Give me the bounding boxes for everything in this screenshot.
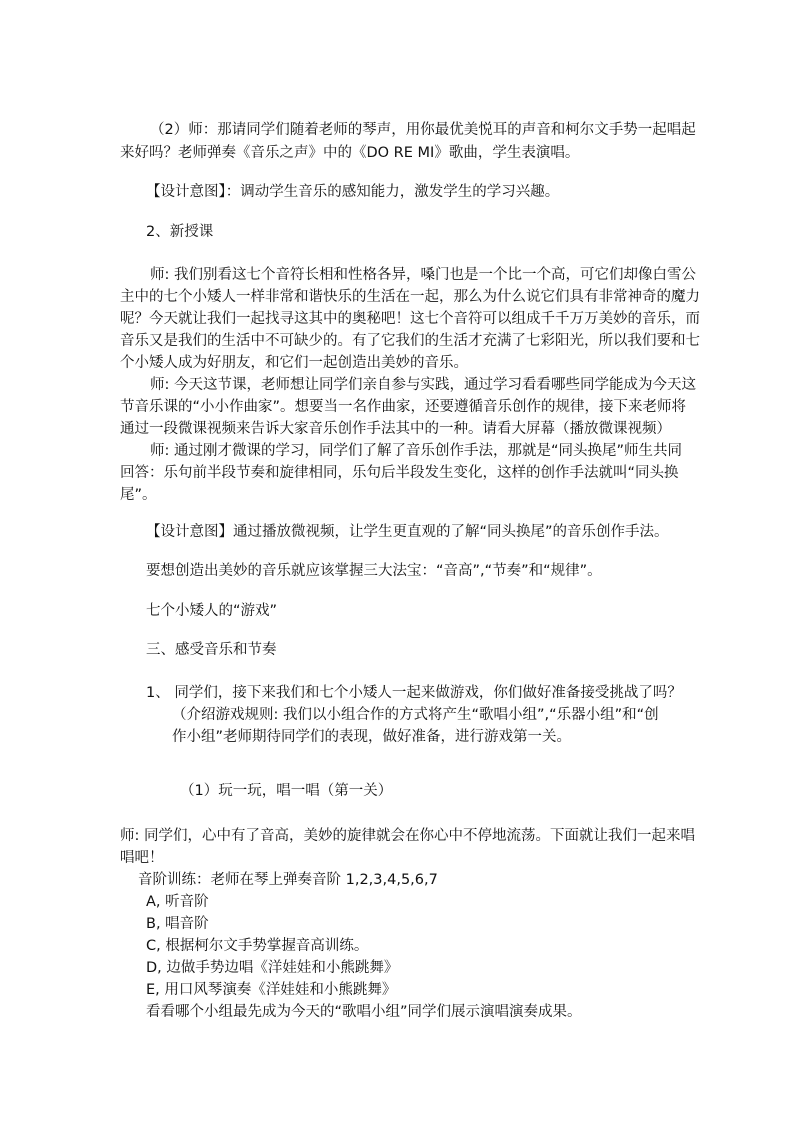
paragraph-line: 要想创造出美妙的音乐就应该掌握三大法宝：“音高”,“节奏”和“规律”。 xyxy=(146,563,602,579)
paragraph-line: （2）师：那请同学们随着老师的琴声，用你最优美悦耳的声音和柯尔文手势一起唱起 xyxy=(150,122,696,138)
sub-heading: （1）玩一玩，唱一唱（第一关） xyxy=(180,783,393,799)
paragraph-line: 来好吗？老师弹奏《音乐之声》中的《DO RE MI》歌曲，学生表演唱。 xyxy=(120,145,580,161)
paragraph-line: 呢？今天就让我们一起找寻这其中的奥秘吧！这七个音符可以组成千千万万美妙的音乐，而 xyxy=(120,311,700,327)
paragraph-line: 个小矮人成为好朋友，和它们一起创造出美妙的音乐。 xyxy=(120,355,468,371)
design-intent: 【设计意图】：调动学生音乐的感知能力，激发学生的学习兴趣。 xyxy=(146,184,560,200)
list-item-line: 作小组”老师期待同学们的表现，做好准备，进行游戏第一关。 xyxy=(172,729,572,745)
paragraph-line: 师: 我们别看这七个音符长相和性格各异，嗓门也是一个比一个高，可它们却像白雪公 xyxy=(150,267,696,283)
option-item: C, 根据柯尔文手势掌握音高训练。 xyxy=(146,938,369,954)
paragraph-line: 师: 通过刚才微课的学习，同学们了解了音乐创作手法，那就是“同头换尾”师生共同 xyxy=(150,443,683,459)
paragraph-line: 回答：乐句前半段节奏和旋律相同，乐句后半段发生变化，这样的创作手法就叫“同头换 xyxy=(120,465,679,481)
scale-training: 音阶训练：老师在琴上弹奏音阶 1,2,3,4,5,6,7 xyxy=(138,872,438,888)
paragraph-line: 主中的七个小矮人一样非常和谐快乐的生活在一起，那么为什么说它们具有非常神奇的魔力 xyxy=(120,289,700,305)
paragraph-line: 师: 今天这节课，老师想让同学们亲自参与实践，通过学习看看哪些同学能成为今天这 xyxy=(150,377,696,393)
paragraph-line: 七个小矮人的“游戏” xyxy=(146,603,278,619)
design-intent: 【设计意图】通过播放微视频，让学生更直观的了解“同头换尾”的音乐创作手法。 xyxy=(146,524,669,540)
paragraph-line: 唱吧！ xyxy=(120,850,164,866)
list-item-line: 1、 同学们，接下来我们和七个小矮人一起来做游戏，你们做好准备接受挑战了吗？ xyxy=(146,685,682,701)
paragraph-line: 尾”。 xyxy=(120,487,157,503)
section-heading: 2、新授课 xyxy=(146,224,214,240)
option-item: A, 听音阶 xyxy=(146,894,209,910)
paragraph-line: 通过一段微课视频来告诉大家音乐创作手法其中的一种。请看大屏幕（播放微课视频） xyxy=(120,421,671,437)
paragraph-line: 音乐又是我们的生活中不可缺少的。有了它我们的生活才充满了七彩阳光，所以我们要和七 xyxy=(120,333,700,349)
list-item-line: （介绍游戏规则: 我们以小组合作的方式将产生“歌唱小组”,“乐器小组”和“创 xyxy=(172,707,659,723)
option-item: D, 边做手势边唱《洋娃娃和小熊跳舞》 xyxy=(146,960,399,976)
paragraph-line: 节音乐课的“小小作曲家”。想要当一名作曲家，还要遵循音乐创作的规律，接下来老师将 xyxy=(120,399,687,415)
paragraph-line: 看看哪个小组最先成为今天的“歌唱小组”同学们展示演唱演奏成果。 xyxy=(146,1004,582,1020)
paragraph-line: 师: 同学们，心中有了音高，美妙的旋律就会在你心中不停地流荡。下面就让我们一起来唱 xyxy=(120,828,695,844)
option-item: E, 用口风琴演奏《洋娃娃和小熊跳舞》 xyxy=(146,982,397,998)
section-heading: 三、感受音乐和节奏 xyxy=(146,642,277,658)
option-item: B, 唱音阶 xyxy=(146,916,209,932)
